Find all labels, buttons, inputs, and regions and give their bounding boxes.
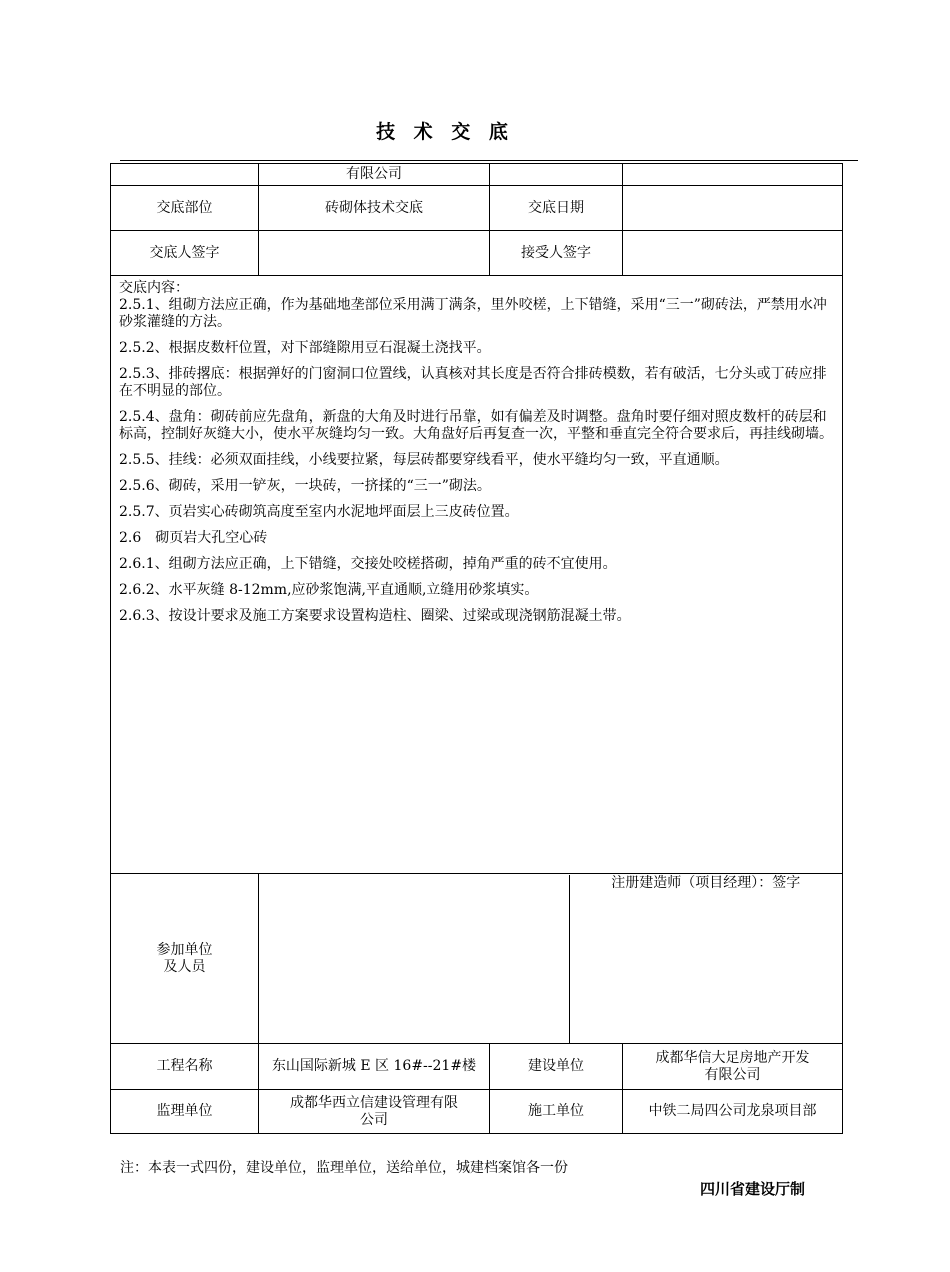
content-heading: 交底内容： — [119, 280, 189, 296]
content-row — [111, 276, 843, 874]
part-label: 交底部位 — [111, 186, 259, 231]
participants-area — [259, 874, 843, 1044]
receiver-label: 接受人签字 — [490, 231, 623, 276]
title-rule — [120, 160, 858, 161]
giver-label: 交底人签字 — [111, 231, 259, 276]
builder-value: 成都华信大足房地产开发有限公司 — [623, 1044, 843, 1090]
content-item-2-5-4: 2.5.4、盘角：砌砖前应先盘角，新盘的大角及时进行吊靠，如有偏差及时调整。盘角时要仔细对照皮数杆的砖层和标高，控制好灰缝大小，使水平灰缝均匀一致。大角盘好后再复查一次，平整和垂直完全符合要求后，再挂线砌墙。 — [119, 409, 833, 442]
document-title: 技 术 交 底 — [376, 121, 514, 143]
participants-names — [259, 875, 569, 1043]
signature-row — [111, 231, 843, 276]
contractor-value: 中铁二局四公司龙泉项目部 — [623, 1090, 843, 1134]
company-blank-cell — [111, 164, 259, 186]
issuer: 四川省建设厅制 — [700, 1180, 806, 1198]
company-cell: 有限公司 — [259, 164, 490, 186]
part-row — [111, 186, 843, 231]
content-item-2-6-3: 2.6.3、按设计要求及施工方案要求设置构造柱、圈梁、过梁或现浇钢筋混凝土带。 — [119, 608, 631, 624]
project-row — [111, 1044, 843, 1090]
date-label: 交底日期 — [490, 186, 623, 231]
content-item-2-5-3: 2.5.3、排砖撂底：根据弹好的门窗洞口位置线，认真核对其长度是否符合排砖模数，若有破活，七分头或丁砖应排在不明显的部位。 — [119, 366, 827, 399]
receiver-signature — [623, 231, 843, 276]
project-name-label: 工程名称 — [111, 1044, 259, 1090]
participants-label-line1: 参加单位 — [156, 941, 213, 958]
content-cell — [111, 276, 843, 874]
participants-label — [111, 874, 259, 1044]
participants-label-line2: 及人员 — [163, 958, 206, 975]
company-blank-cell-3 — [623, 164, 843, 186]
signer-label: 注册建造师（项目经理）：签字 — [611, 874, 801, 891]
content-item-2-6: 2.6 砌页岩大孔空心砖 — [119, 530, 268, 546]
part-value: 砖砌体技术交底 — [259, 186, 490, 231]
content-item-2-6-2: 2.6.2、水平灰缝 8-12mm,应砂浆饱满,平直通顺,立缝用砂浆填实。 — [119, 582, 539, 598]
supervisor-row — [111, 1090, 843, 1134]
content-item-2-5-2: 2.5.2、根据皮数杆位置，对下部缝隙用豆石混凝土浇找平。 — [119, 340, 491, 356]
participants-row — [111, 874, 843, 1044]
supervisor-value: 成都华西立信建设管理有限公司 — [259, 1090, 490, 1134]
giver-signature — [259, 231, 490, 276]
content-item-2-5-7: 2.5.7、页岩实心砖砌筑高度至室内水泥地坪面层上三皮砖位置。 — [119, 504, 519, 520]
footer-note: 注：本表一式四份，建设单位，监理单位，送给单位，城建档案馆各一份 — [120, 1160, 568, 1176]
date-value — [623, 186, 843, 231]
builder-label: 建设单位 — [490, 1044, 623, 1090]
content-item-2-6-1: 2.6.1、组砌方法应正确，上下错缝，交接处咬槎搭砌，掉角严重的砖不宜使用。 — [119, 556, 617, 572]
contractor-label: 施工单位 — [490, 1090, 623, 1134]
technical-disclosure-form — [110, 163, 843, 1134]
company-row — [111, 164, 843, 186]
company-blank-cell-2 — [490, 164, 623, 186]
project-name-value: 东山国际新城 E 区 16#--21#楼 — [259, 1044, 490, 1090]
content-item-2-5-6: 2.5.6、砌砖，采用一铲灰，一块砖，一挤揉的“三一”砌法。 — [119, 478, 491, 494]
participants-split — [259, 875, 842, 1043]
content-item-2-5-1: 2.5.1、组砌方法应正确，作为基础地垄部位采用满丁满条，里外咬槎，上下错缝，采用“三一”砌砖法，严禁用水冲砂浆灌缝的方法。 — [119, 297, 827, 330]
supervisor-label: 监理单位 — [111, 1090, 259, 1134]
content-item-2-5-5: 2.5.5、挂线：必须双面挂线，小线要拉紧，每层砖都要穿线看平，使水平缝均匀一致，平直通顺。 — [119, 452, 729, 468]
